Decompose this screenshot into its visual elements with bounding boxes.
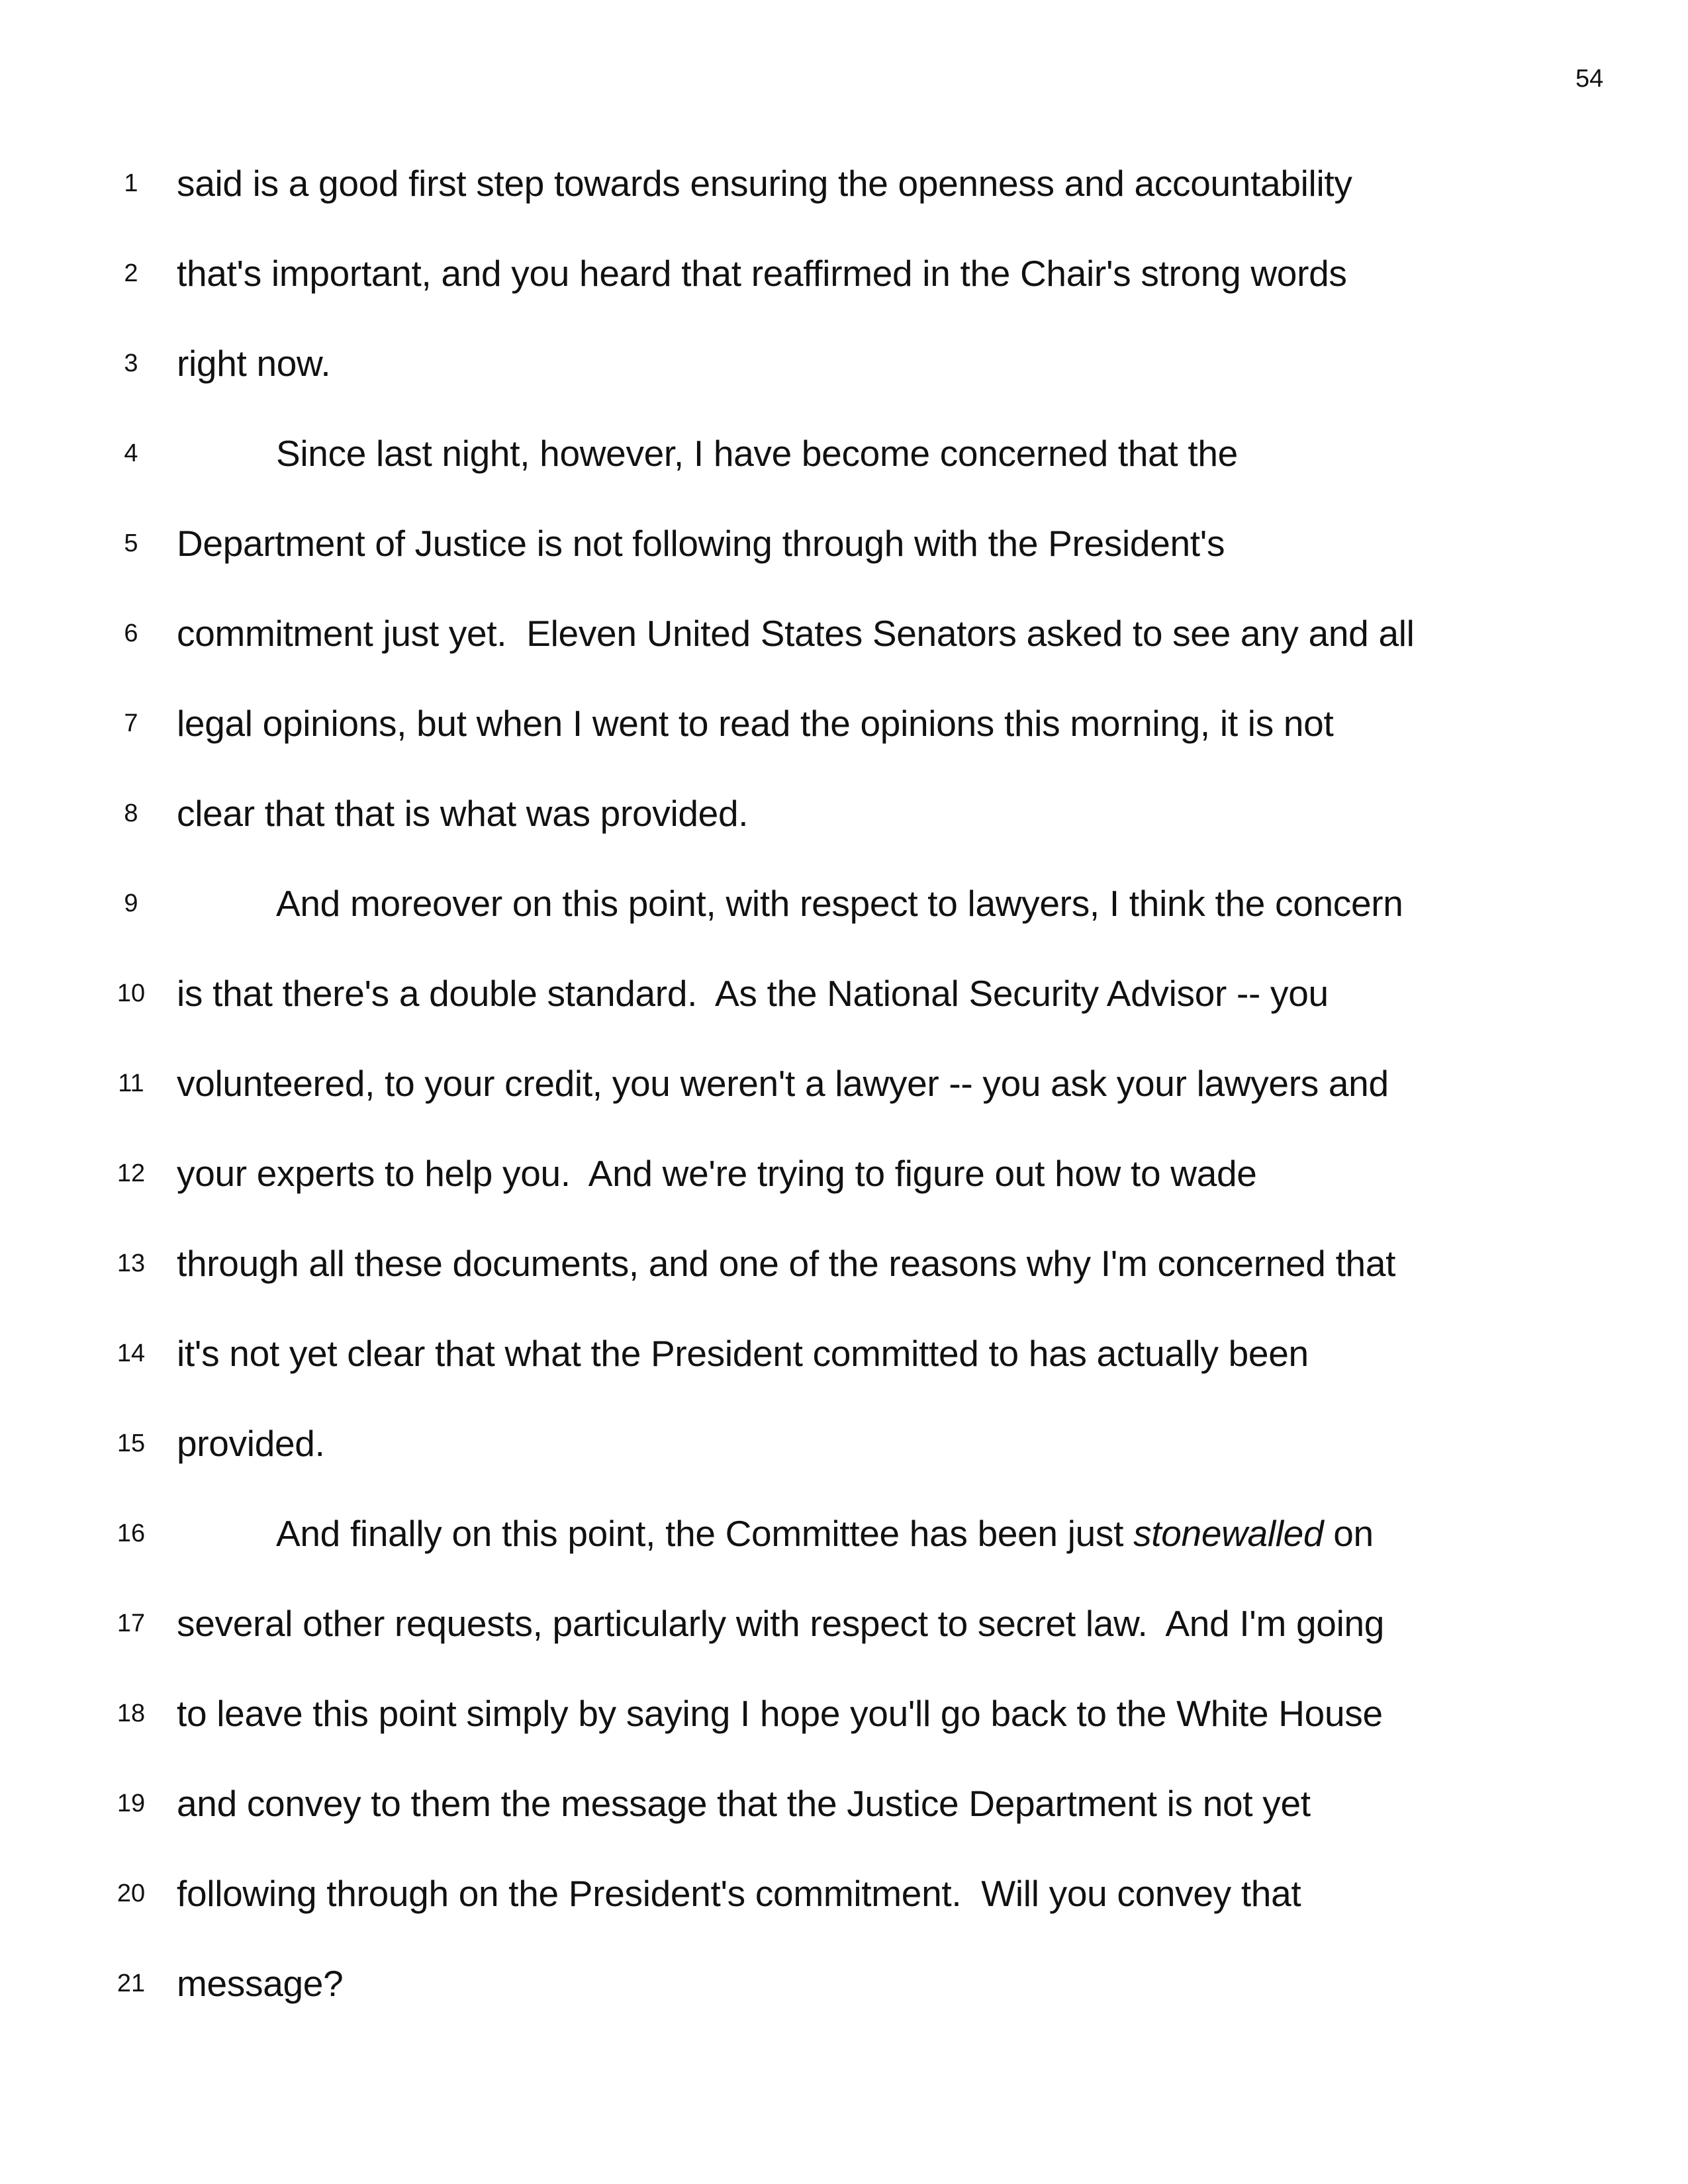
line-number: 17 [117,1610,146,1637]
line-text: message? [177,1963,344,2004]
transcript-line [0,1668,1688,1758]
line-text: Since last night, however, I have become concerned that the [276,433,1238,474]
line-number: 13 [117,1250,146,1277]
line-text: Department of Justice is not following through with the President's [177,523,1225,564]
line-number: 10 [117,979,146,1007]
line-text: several other requests, particularly with respect to secret law. And I'm going [177,1603,1385,1644]
line-text: volunteered, to your credit, you weren't a lawyer -- you ask your lawyers and [177,1063,1389,1104]
line-text-segment: on [1323,1513,1374,1554]
line-number: 8 [124,799,138,827]
transcript-line [0,1398,1688,1488]
line-text: it's not yet clear that what the President committed to has actually been [177,1333,1309,1374]
line-text: to leave this point simply by saying I hope you'll go back to the White House [177,1693,1383,1734]
transcript-line [0,1038,1688,1128]
line-number: 18 [117,1700,146,1727]
line-number: 16 [117,1520,146,1547]
transcript-line [0,678,1688,768]
line-text: said is a good first step towards ensuring the openness and accountability [177,163,1352,204]
line-number: 15 [117,1430,146,1457]
line-number: 9 [124,889,138,917]
transcript-line [0,1578,1688,1668]
line-number: 1 [124,169,138,197]
line-number: 21 [117,1970,146,1997]
line-text: is that there's a double standard. As the National Security Advisor -- you [177,973,1329,1014]
transcript-line [0,1848,1688,1938]
transcript-line [0,588,1688,678]
line-number: 14 [117,1340,146,1367]
transcript-body [0,138,1688,2028]
transcript-line [0,498,1688,588]
line-number: 20 [117,1880,146,1907]
line-text: right now. [177,343,331,384]
line-number: 7 [124,709,138,737]
line-text: And moreover on this point, with respect to lawyers, I think the concern [276,883,1403,924]
page-number: 54 [1575,65,1604,93]
transcript-line [0,1218,1688,1308]
transcript-line [0,408,1688,498]
line-text-segment: And finally on this point, the Committee has been just [276,1513,1134,1554]
line-text: and convey to them the message that the Justice Department is not yet [177,1783,1311,1824]
line-number: 19 [117,1790,146,1817]
line-text: your experts to help you. And we're trying to figure out how to wade [177,1153,1257,1194]
line-number: 11 [118,1069,144,1097]
line-text: legal opinions, but when I went to read the opinions this morning, it is not [177,703,1334,744]
transcript-line [0,1938,1688,2028]
line-text: that's important, and you heard that reaffirmed in the Chair's strong words [177,253,1347,294]
transcript-line [0,318,1688,408]
line-text: clear that that is what was provided. [177,793,749,834]
transcript-line [0,138,1688,228]
line-text [276,1488,1374,1578]
line-text: through all these documents, and one of the reasons why I'm concerned that [177,1243,1396,1284]
line-number: 3 [124,349,138,377]
emphasized-word: stonewalled [1133,1513,1324,1554]
transcript-line [0,1758,1688,1848]
transcript-line [0,948,1688,1038]
transcript-line [0,1488,1688,1578]
line-number: 5 [124,529,138,557]
transcript-line [0,1308,1688,1398]
line-number: 12 [117,1160,146,1187]
transcript-line [0,858,1688,948]
line-text: provided. [177,1423,325,1464]
line-number: 2 [124,259,138,287]
transcript-line [0,228,1688,318]
transcript-line [0,1128,1688,1218]
line-text: commitment just yet. Eleven United States Senators asked to see any and all [177,613,1415,654]
line-number: 4 [124,439,138,467]
line-text: following through on the President's commitment. Will you convey that [177,1873,1301,1914]
line-number: 6 [124,619,138,647]
transcript-line [0,768,1688,858]
